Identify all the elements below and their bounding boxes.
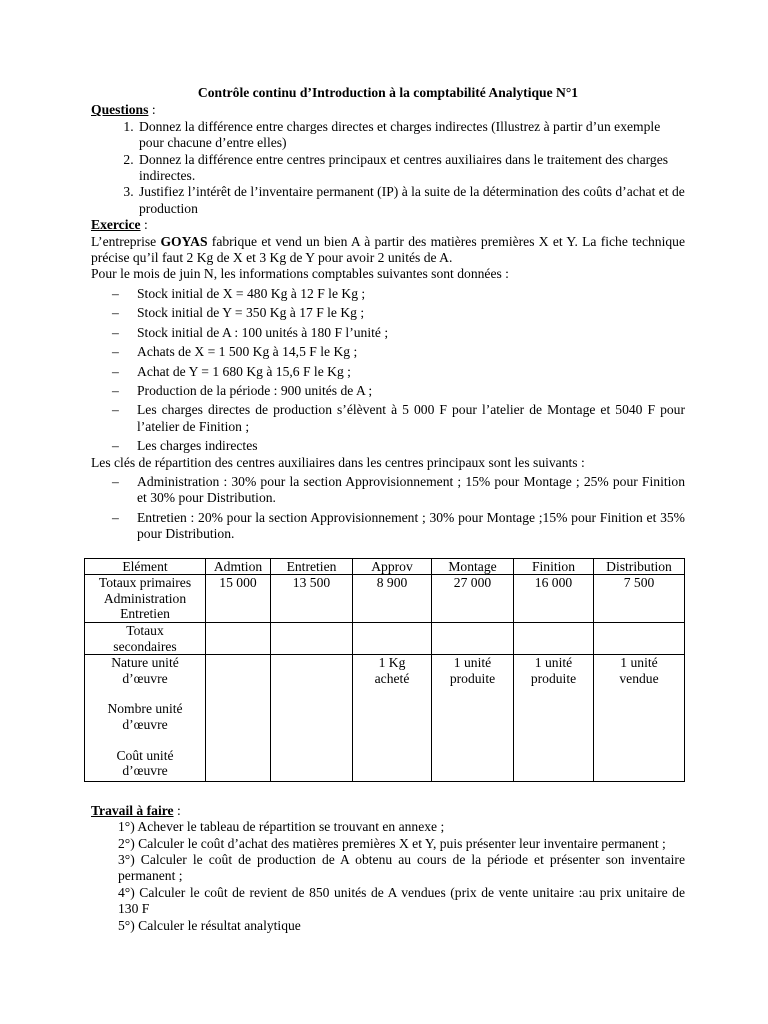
row-label-cell xyxy=(85,575,206,623)
dash-bullet: – xyxy=(112,509,119,525)
table-cell xyxy=(206,622,271,654)
fact-item xyxy=(112,383,685,399)
row-label: Nature unité xyxy=(111,655,179,671)
table-cell xyxy=(206,655,271,782)
fact-text: Stock initial de Y = 350 Kg à 17 F le Kg ; xyxy=(137,305,365,321)
row-label: d’œuvre xyxy=(122,716,168,732)
table-cell xyxy=(271,655,353,782)
table-cell xyxy=(514,655,594,782)
cell-line: 1 unité xyxy=(620,655,658,671)
questions-heading-suffix: : xyxy=(148,102,156,118)
header-cell: Approv xyxy=(353,558,432,575)
keys-line: Les clés de répartition des centres auxiliaires dans les centres principaux sont les suivants : xyxy=(91,454,585,470)
fact-item xyxy=(112,438,685,454)
task-item: 4°) Calculer le coût de revient de 850 unités de A vendues (prix de vente unitaire :au prix unitaire de 130 F xyxy=(118,884,685,917)
row-label: secondaires xyxy=(113,638,177,654)
dash-bullet: – xyxy=(112,438,119,454)
fact-text: Les charges indirectes xyxy=(137,438,258,454)
fact-item xyxy=(112,305,685,321)
table-cell: 8 900 xyxy=(353,575,432,623)
row-label: Nombre unité xyxy=(107,701,183,717)
table-cell xyxy=(514,622,594,654)
dash-bullet: – xyxy=(112,305,119,321)
table-cell: 27 000 xyxy=(432,575,514,623)
table-cell xyxy=(594,622,685,654)
header-cell: Admtion xyxy=(206,558,271,575)
fact-text: Stock initial de X = 480 Kg à 12 F le Kg ; xyxy=(137,285,366,301)
key-item xyxy=(112,474,685,507)
exercice-heading xyxy=(91,217,685,233)
document-content xyxy=(91,85,685,934)
intro-prefix: L’entreprise xyxy=(91,233,161,249)
table-header-row xyxy=(85,558,685,575)
table-cell: 15 000 xyxy=(206,575,271,623)
table-cell xyxy=(432,655,514,782)
task-item: 1°) Achever le tableau de répartition se trouvant en annexe ; xyxy=(118,819,445,835)
row-label: Administration xyxy=(103,590,187,606)
dash-bullet: – xyxy=(112,285,119,301)
travail-heading-label: Travail à faire xyxy=(91,802,174,818)
repartition-table xyxy=(84,558,685,782)
fact-item xyxy=(112,402,685,435)
header-cell: Distribution xyxy=(594,558,685,575)
cell-line: 1 unité xyxy=(534,655,573,671)
cell-line: vendue xyxy=(619,670,659,686)
questions-heading xyxy=(91,102,685,118)
cell-line: acheté xyxy=(374,670,410,686)
table-row xyxy=(85,575,685,623)
exercice-heading-label: Exercice xyxy=(91,217,141,233)
row-label: d’œuvre xyxy=(122,763,168,779)
table-cell xyxy=(432,622,514,654)
exercice-heading-suffix: : xyxy=(140,217,148,233)
row-label: d’œuvre xyxy=(122,670,168,686)
key-text: Entretien : 20% pour la section Approvisionnement ; 30% pour Montage ;15% pour Finition et 35% pour Distribution. xyxy=(137,509,685,542)
task-item: 5°) Calculer le résultat analytique xyxy=(118,917,301,933)
exercice-intro xyxy=(91,234,685,267)
keys-list xyxy=(91,474,685,543)
header-cell: Finition xyxy=(514,558,594,575)
question-item: 3. Justifiez l’intérêt de l’inventaire permanent (IP) à la suite de la détermination des coûts d’achat et de production xyxy=(137,184,685,217)
fact-item xyxy=(112,364,685,380)
table-cell: 16 000 xyxy=(514,575,594,623)
table-row xyxy=(85,622,685,654)
document-title: Contrôle continu d’Introduction à la comptabilité Analytique N°1 xyxy=(197,85,579,100)
row-label-cell xyxy=(85,655,206,782)
key-text: Administration : 30% pour la section Approvisionnement ; 15% pour Montage ; 25% pour Finition et 30% pour Distribution. xyxy=(137,473,685,506)
travail-heading-suffix: : xyxy=(173,802,181,818)
fact-item xyxy=(112,325,685,341)
dash-bullet: – xyxy=(112,324,119,340)
fact-text: Production de la période : 900 unités de A ; xyxy=(137,382,373,398)
questions-heading-label: Questions xyxy=(91,102,149,118)
fact-item xyxy=(112,344,685,360)
cell-line: produite xyxy=(530,670,577,686)
table-cell xyxy=(594,655,685,782)
dash-bullet: – xyxy=(112,344,119,360)
dash-bullet: – xyxy=(112,473,119,489)
task-item: 2°) Calculer le coût d’achat des matières premières X et Y, puis présenter leur inventaire permanent ; xyxy=(118,835,666,851)
cell-line: 1 Kg xyxy=(378,655,406,671)
dash-bullet: – xyxy=(112,363,119,379)
fact-text: Achat de Y = 1 680 Kg à 15,6 F le Kg ; xyxy=(137,363,351,379)
table-cell: 7 500 xyxy=(594,575,685,623)
dash-bullet: – xyxy=(112,382,119,398)
row-label: Totaux primaires xyxy=(98,575,192,591)
header-cell: Elément xyxy=(85,558,206,575)
fact-text: Stock initial de A : 100 unités à 180 F l’unité ; xyxy=(137,324,389,340)
travail-heading xyxy=(91,803,685,819)
table-cell xyxy=(353,622,432,654)
table-cell xyxy=(353,655,432,782)
cell-line: produite xyxy=(449,670,496,686)
fact-item xyxy=(112,286,685,302)
cell-line: 1 unité xyxy=(453,655,492,671)
dash-bullet: – xyxy=(112,402,119,418)
intro-rest: fabrique et vend un bien A à partir des matières premières X et Y. La fiche technique précise qu’il faut 2 Kg de X et 3 Kg de Y pour avoir 2 unités de A. xyxy=(91,233,685,266)
task-item: 3°) Calculer le coût de production de A obtenu au cours de la période et présenter son inventaire permanent ; xyxy=(118,851,685,884)
row-label: Totaux xyxy=(126,622,164,638)
row-label: Coût unité xyxy=(116,747,174,763)
table-cell: 13 500 xyxy=(271,575,353,623)
month-line: Pour le mois de juin N, les informations comptables suivantes sont données : xyxy=(91,266,509,282)
question-item: 1. Donnez la différence entre charges directes et charges indirectes (Illustrez à partir d’un exemple pour chacune d’entre elles) xyxy=(137,119,685,152)
row-label: Entretien xyxy=(120,606,170,622)
header-cell: Montage xyxy=(432,558,514,575)
header-cell: Entretien xyxy=(271,558,353,575)
key-item xyxy=(112,510,685,543)
row-label-cell xyxy=(85,622,206,654)
table-row xyxy=(85,655,685,782)
questions-list xyxy=(91,119,685,217)
table-cell xyxy=(271,622,353,654)
company-name: GOYAS xyxy=(160,233,208,249)
question-item: 2. Donnez la différence entre centres principaux et centres auxiliaires dans le traitement des charges indirectes. xyxy=(137,152,685,185)
fact-text: Achats de X = 1 500 Kg à 14,5 F le Kg ; xyxy=(137,344,358,360)
fact-text: Les charges directes de production s’élèvent à 5 000 F pour l’atelier de Montage et 5040 F pour l’atelier de Finition ; xyxy=(137,402,685,434)
facts-list xyxy=(91,286,685,455)
